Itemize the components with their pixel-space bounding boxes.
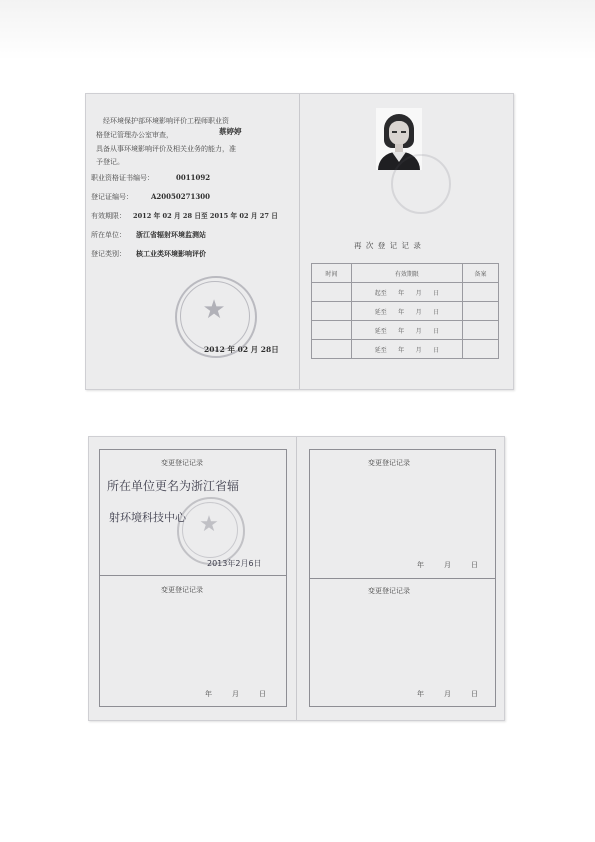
change-record-box-4: [309, 577, 496, 707]
unit-label: 所在单位：: [91, 231, 126, 239]
handwritten-change-line-2: 射环境科技中心: [109, 511, 186, 524]
table-row: 起至 年 月 日: [312, 283, 499, 302]
table-row: 延至 年 月 日: [312, 302, 499, 321]
date-day: 日: [259, 690, 266, 698]
validity-value: 2012 年 02 月 28 日至 2015 年 02 月 27 日: [133, 212, 278, 220]
page-fold: [296, 437, 297, 720]
unit-value: 浙江省辐射环境监测站: [136, 230, 206, 239]
handwritten-change-line-1: 所在单位更名为浙江省辐: [107, 479, 240, 493]
cert-no-value: 0011092: [176, 173, 211, 182]
category-value: 核工业类环境影响评价: [136, 249, 206, 258]
certificate-lower-spread: 变更登记记录 所在单位更名为浙江省辐 射环境科技中心 ★ 2013年2月6日 变更登记记录 年 月 日 变更登记记录 年 月 日 变更登记记录 年 月 日: [88, 436, 505, 721]
intro-line-4: 予登记。: [96, 158, 124, 166]
cert-no-label: 职业资格证书编号：: [91, 174, 154, 182]
handwritten-change-date: 2013年2月6日: [207, 559, 262, 568]
change-record-title-1: 变更登记记录: [161, 459, 203, 467]
date-month: 月: [232, 690, 239, 698]
reg-no-label: 登记证编号：: [91, 193, 133, 201]
change-record-box-3: [309, 449, 496, 579]
date-month: 月: [444, 690, 451, 698]
intro-line-1: 经环境保护部环境影响评价工程师职业资: [103, 117, 229, 125]
date-year: 年: [205, 690, 212, 698]
date-day: 日: [471, 561, 478, 569]
scan-shadow: [0, 0, 595, 60]
intro-line-3: 具备从事环境影响评价及相关业务的能力，准: [96, 145, 236, 153]
date-month: 月: [444, 561, 451, 569]
renewal-table: [311, 263, 499, 359]
category-label: 登记类别：: [91, 250, 126, 258]
faint-stamp: [391, 154, 451, 214]
reg-no-value: A20050271300: [151, 192, 211, 201]
certificate-upper-spread: 经环境保护部环境影响评价工程师职业资 格登记管理办公室审查， 蔡婷婷 具备从事环境影响评价及相关业务的能力，准 予登记。 职业资格证书编号： 0011092 登记证编号： A20050271300 有效期限： 2012 年 02 月 28 日至 2015 年 02 月 27 日 所在单位： 浙江省辐射环境监测站 登记类别： 核工业类环境影响评价 ★ 2012 年 02 月 28日 再 次 登 记 记 录 时间 有效期限 备案 起至 年 月 日 延至 年 月 日 延至 年 月 日 延至 年 月 日: [85, 93, 514, 390]
seal-date: 2012 年 02 月 28日: [204, 345, 279, 354]
intro-line-2: 格登记管理办公室审查，: [96, 131, 173, 139]
header-time: 时间: [312, 264, 352, 283]
header-validity: 有效期限: [351, 264, 462, 283]
validity-label: 有效期限：: [91, 212, 126, 220]
renewal-title: 再 次 登 记 记 录: [354, 241, 422, 250]
date-day: 日: [471, 690, 478, 698]
table-row: 延至 年 月 日: [312, 321, 499, 340]
holder-name: 蔡婷婷: [219, 127, 242, 136]
date-year: 年: [417, 561, 424, 569]
change-record-title-2: 变更登记记录: [161, 586, 203, 594]
page-fold: [299, 94, 300, 389]
change-record-title-3: 变更登记记录: [368, 459, 410, 467]
change-record-title-4: 变更登记记录: [368, 587, 410, 595]
table-row: 延至 年 月 日: [312, 340, 499, 359]
date-year: 年: [417, 690, 424, 698]
header-filing: 备案: [463, 264, 499, 283]
